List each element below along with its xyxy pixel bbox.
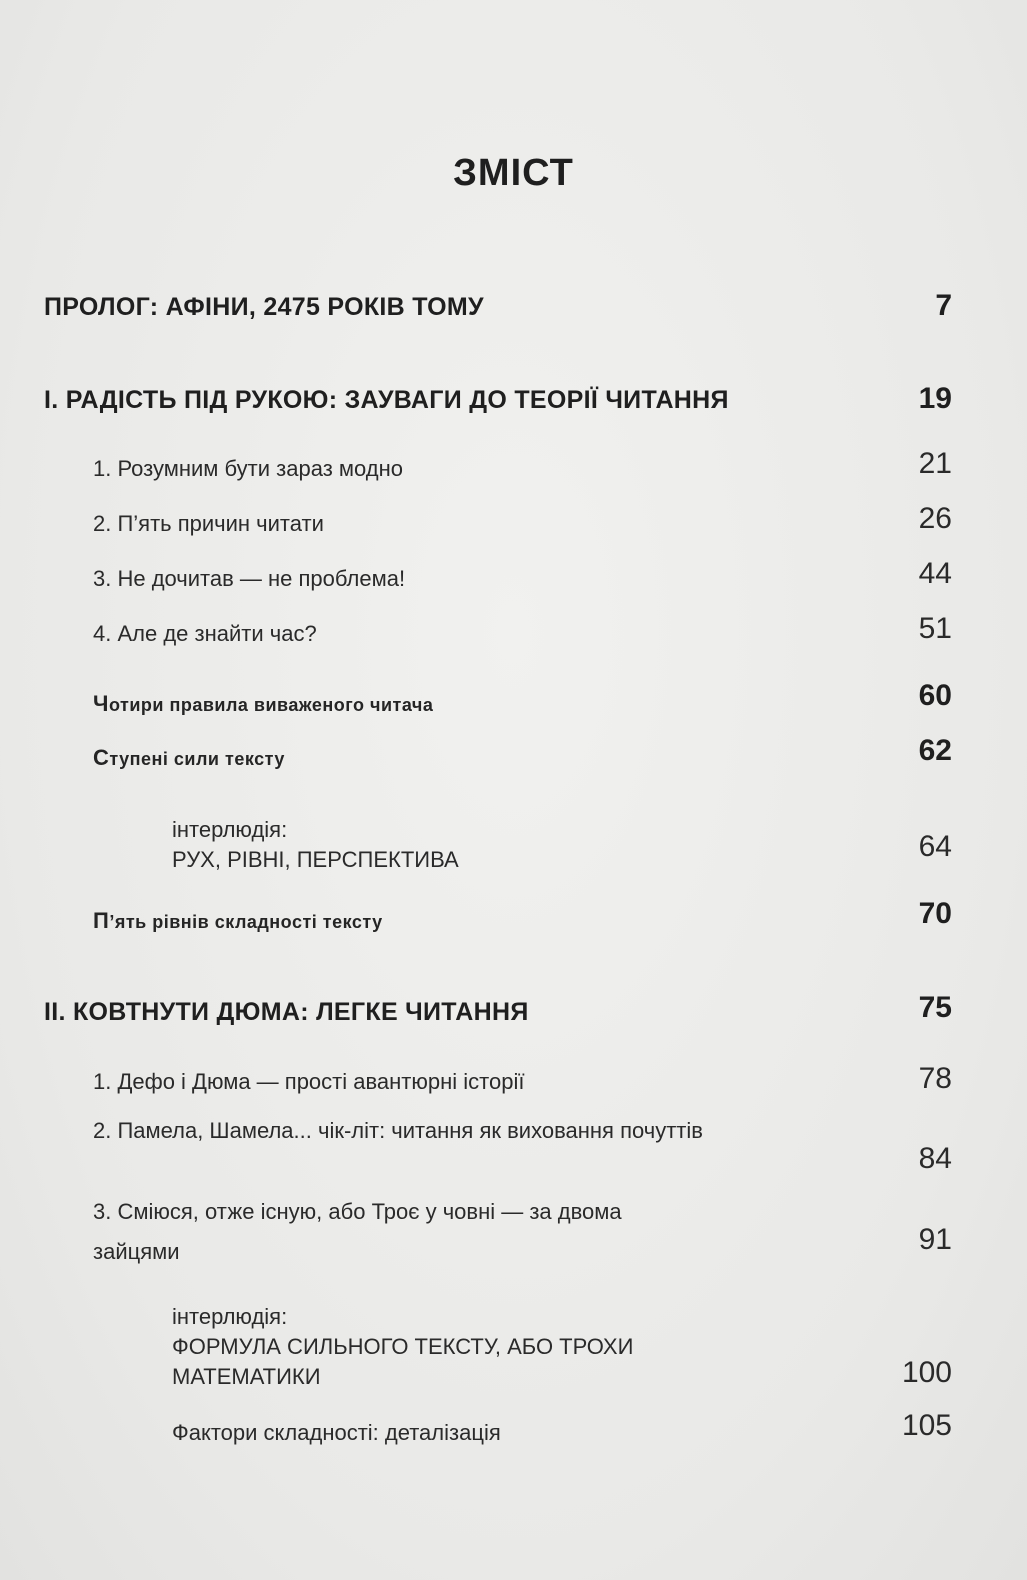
toc-p2-chapter-2: 2. Памела, Шамела... чік-літ: читання як виховання почуттів [93, 1118, 703, 1143]
toc-p1-chapter-4: 4. Але де знайти час? [93, 621, 317, 646]
toc-p1-section-power-page: 62 [918, 734, 952, 767]
toc-p2-chapter-3-page: 91 [918, 1223, 952, 1256]
toc-prolog-page: 7 [935, 289, 952, 322]
interlude-title: РУХ, РІВНІ, ПЕРСПЕКТИВА [172, 847, 459, 872]
toc-p2-factor: Фактори складності: деталізація [172, 1420, 501, 1445]
toc-p1-chapter-1: 1. Розумним бути зараз модно [93, 456, 403, 481]
toc-part1-title: І. РАДІСТЬ ПІД РУКОЮ: ЗАУВАГИ ДО ТЕОРІЇ ЧИТАННЯ [44, 386, 729, 414]
toc-part2-page: 75 [918, 991, 952, 1024]
page-title: ЗМІСТ [453, 152, 574, 194]
toc-p1-chapter-1-page: 21 [918, 447, 952, 480]
interlude-title: ФОРМУЛА СИЛЬНОГО ТЕКСТУ, АБО ТРОХИ МАТЕМАТИКИ [172, 1334, 634, 1389]
toc-p2-interlude-page: 100 [901, 1356, 952, 1389]
toc-p2-chapter-1-page: 78 [918, 1062, 952, 1095]
toc-p1-interlude-page: 64 [918, 830, 952, 863]
toc-p1-section-power: Ступені сили тексту [93, 745, 285, 770]
toc-part1-page: 19 [918, 382, 952, 415]
toc-prolog-title: ПРОЛОГ: АФІНИ, 2475 РОКІВ ТОМУ [44, 293, 484, 321]
toc-p1-interlude [172, 815, 459, 875]
interlude-prefix: інтерлюдія: [172, 1304, 288, 1329]
interlude-prefix: інтерлюдія: [172, 817, 288, 842]
toc-p1-section-rules-page: 60 [918, 679, 952, 712]
toc-p1-section-levels: П’ять рівнів складності тексту [93, 908, 383, 933]
toc-p1-chapter-2: 2. П’ять причин читати [93, 511, 324, 536]
toc-p2-interlude [172, 1302, 712, 1392]
toc-p1-chapter-2-page: 26 [918, 502, 952, 535]
toc-p1-section-rules: Чотири правила виваженого читача [93, 691, 434, 716]
toc-p1-chapter-3-page: 44 [918, 557, 952, 590]
toc-p1-chapter-3: 3. Не дочитав — не проблема! [93, 566, 406, 591]
toc-p2-chapter-2-page: 84 [918, 1142, 952, 1175]
toc-p2-chapter-3: 3. Сміюся, отже існую, або Троє у човні — за двома зайцями [93, 1199, 622, 1264]
toc-p2-factor-page: 105 [901, 1409, 952, 1442]
toc-p1-section-levels-page: 70 [918, 897, 952, 930]
toc-p1-chapter-4-page: 51 [918, 612, 952, 645]
toc-p2-chapter-1: 1. Дефо і Дюма — прості авантюрні історії [93, 1069, 525, 1094]
toc-part2-title: ІІ. КОВТНУТИ ДЮМА: ЛЕГКЕ ЧИТАННЯ [44, 998, 529, 1026]
